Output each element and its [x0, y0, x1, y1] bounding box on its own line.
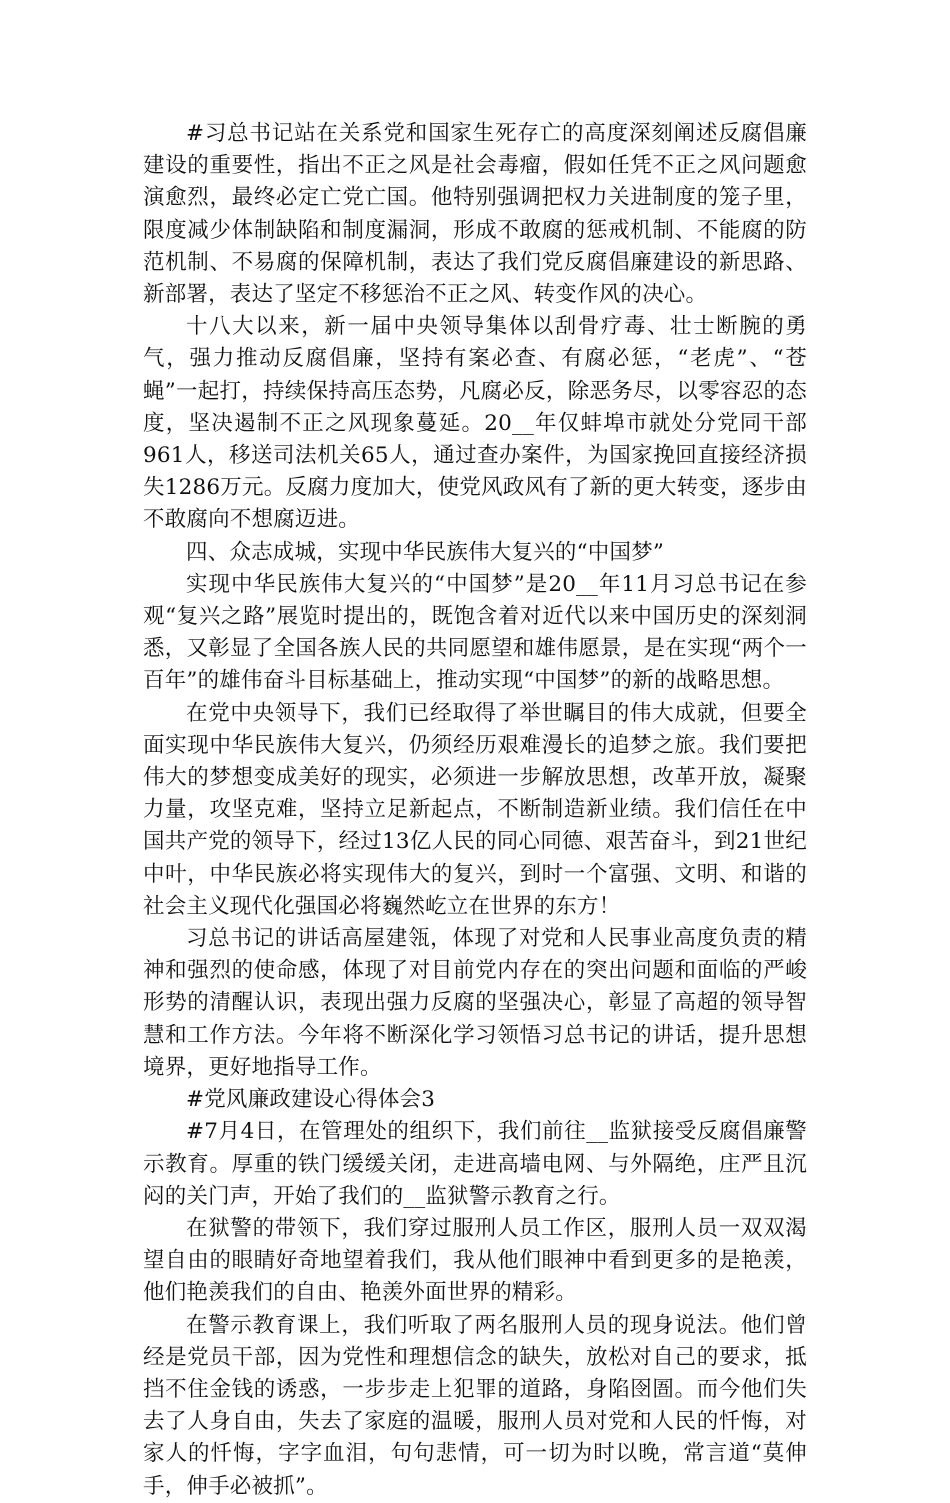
- paragraph: #7月4日，在管理处的组织下，我们前往__监狱接受反腐倡廉警示教育。厚重的铁门缓缓关闭，走进高墙电网、与外隔绝，庄严且沉闷的关门声，开始了我们的__监狱警示教育之行。: [143, 1119, 807, 1209]
- section-heading: 四、众志成城，实现中华民族伟大复兴的“中国梦”: [186, 539, 665, 565]
- paragraph: 在党中央领导下，我们已经取得了举世瞩目的伟大成就，但要全面实现中华民族伟大复兴，仍须经历艰难漫长的追梦之旅。我们要把伟大的梦想变成美好的现实，必须进一步解放思想，改革开放，凝聚力量，攻坚克难，坚持立足新起点，不断制造新业绩。我们信任在中国共产党的领导下，经过13亿人民的同心同德、艰苦奋斗，到21世纪中叶，中华民族必将实现伟大的复兴，到时一个富强、文明、和谐的社会主义现代化强国必将巍然屹立在世界的东方！: [143, 700, 807, 919]
- paragraph: #习总书记站在关系党和国家生死存亡的高度深刻阐述反腐倡廉建设的重要性，指出不正之风是社会毒瘤，假如任凭不正之风问题愈演愈烈，最终必定亡党亡国。他特别强调把权力关进制度的笼子里，限度减少体制缺陷和制度漏洞，形成不敢腐的惩戒机制、不能腐的防范机制、不易腐的保障机制，表达了我们党反腐倡廉建设的新思路、新部署，表达了坚定不移惩治不正之风、转变作风的决心。: [143, 121, 807, 308]
- section-heading: #党风廉政建设心得体会3: [186, 1087, 436, 1113]
- paragraph: 十八大以来，新一届中央领导集体以刮骨疗毒、壮士断腕的勇气，强力推动反腐倡廉，坚持有案必查、有腐必惩，“老虎”、“苍蝇”一起打，持续保持高压态势，凡腐必反，除恶务尽，以零容忍的态度，坚决遏制不正之风现象蔓延。20__年仅蚌埠市就处分党同干部961人，移送司法机关65人，通过查办案件，为国家挽回直接经济损失1286万元。反腐力度加大，使党风政风有了新的更大转变，逐步由不敢腐向不想腐迈进。: [143, 314, 807, 533]
- paragraph: 实现中华民族伟大复兴的“中国梦”是20__年11月习总书记在参观“复兴之路”展览时提出的，既饱含着对近代以来中国历史的深刻洞悉，又彰显了全国各族人民的共同愿望和雄伟愿景，是在实现“两个一百年”的雄伟奋斗目标基础上，推动实现“中国梦”的新的战略思想。: [143, 571, 807, 694]
- paragraph: 习总书记的讲话高屋建瓴，体现了对党和人民事业高度负责的精神和强烈的使命感，体现了对目前党内存在的突出问题和面临的严峻形势的清醒认识，表现出强力反腐的坚强决心，彰显了高超的领导智慧和工作方法。今年将不断深化学习领悟习总书记的讲话，提升思想境界，更好地指导工作。: [143, 926, 807, 1080]
- paragraph: 在狱警的带领下，我们穿过服刑人员工作区，服刑人员一双双渴望自由的眼睛好奇地望着我们，我从他们眼神中看到更多的是艳羡，他们艳羡我们的自由、艳羡外面世界的精彩。: [143, 1215, 807, 1306]
- paragraph: 在警示教育课上，我们听取了两名服刑人员的现身说法。他们曾经是党员干部，因为党性和理想信念的缺失，放松对自己的要求，抵挡不住金钱的诱惑，一步步走上犯罪的道路，身陷囹圄。而今他们失去了人身自由，失去了家庭的温暖，服刑人员对党和人民的忏悔，对家人的忏悔，字字血泪，句句悲情，可一切为时以晚，常言道“莫伸手，伸手必被抓”。: [143, 1312, 807, 1499]
- document-body: [143, 118, 807, 1503]
